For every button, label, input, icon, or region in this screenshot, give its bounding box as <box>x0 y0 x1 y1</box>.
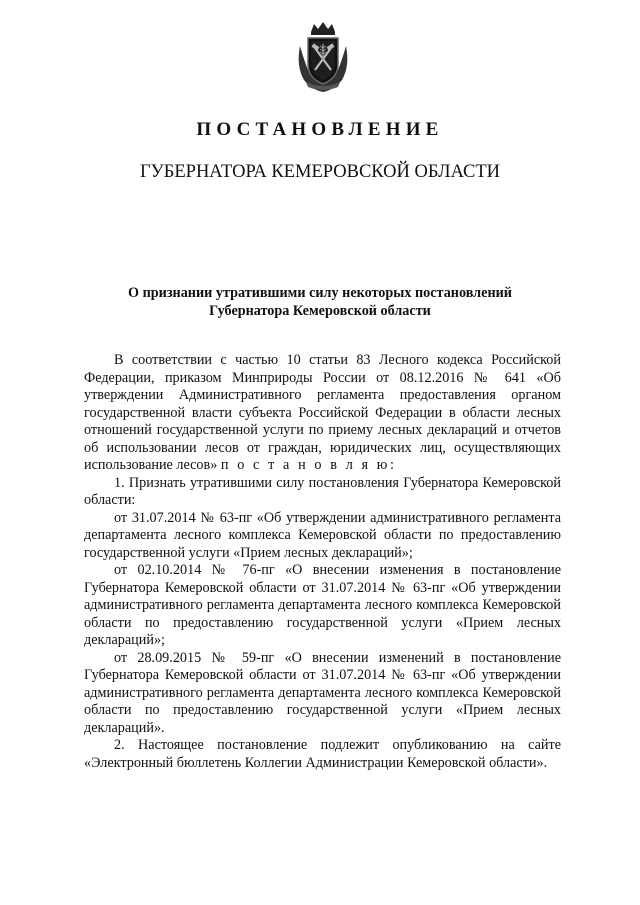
item-2: 2. Настоящее постановление подлежит опубликованию на сайте «Электронный бюллетень Коллегии Администрации Кемеровской области». <box>84 737 561 771</box>
preamble-paragraph <box>84 352 561 475</box>
subitem-2: от 02.10.2014 № 76-пг «О внесении изменения в постановление Губернатора Кемеровской области от 31.07.2014 № 63-пг «Об утверждении административного регламента департамента лесного комплекса Кемеровской области по предоставлению государственной услуги «Прием лесных деклараций»; <box>84 562 561 648</box>
document-issuer: ГУБЕРНАТОРА КЕМЕРОВСКОЙ ОБЛАСТИ <box>139 162 501 182</box>
document-body <box>84 352 561 772</box>
preamble-text: В соответствии с частью 10 статьи 83 Лесного кодекса Российской Федерации, приказом Минприроды России от 08.12.2016 № 641 «Об утверждении Административного регламента предоставления органом государственной власти субъекта Российской Федерации в области лесных отношений государственной услуги по приему лесных деклараций и отчетов об использовании лесов от граждан, юридических лиц, осуществляющих использование лесов» <box>84 352 561 473</box>
decree-word: п о с т а н о в л я ю: <box>220 457 397 473</box>
heading-line-1: О признании утратившими силу некоторых постановлений <box>128 285 512 301</box>
document-heading <box>80 285 560 320</box>
heading-line-2: Губернатора Кемеровской области <box>209 302 431 319</box>
document-title: ПОСТАНОВЛЕНИЕ <box>196 119 444 140</box>
subitem-3: от 28.09.2015 № 59-пг «О внесении изменений в постановление Губернатора Кемеровской области от 31.07.2014 № 63-пг «Об утверждении административного регламента департамента лесного комплекса Кемеровской области по предоставлению государственной услуги «Прием лесных деклараций». <box>84 649 561 736</box>
subitem-1: от 31.07.2014 № 63-пг «Об утверждении административного регламента департамента лесного комплекса Кемеровской области по предоставлению государственной услуги «Прием лесных деклараций»; <box>84 509 561 561</box>
item-1: 1. Признать утратившими силу постановления Губернатора Кемеровской области: <box>84 474 561 508</box>
coat-of-arms-icon <box>294 20 352 94</box>
